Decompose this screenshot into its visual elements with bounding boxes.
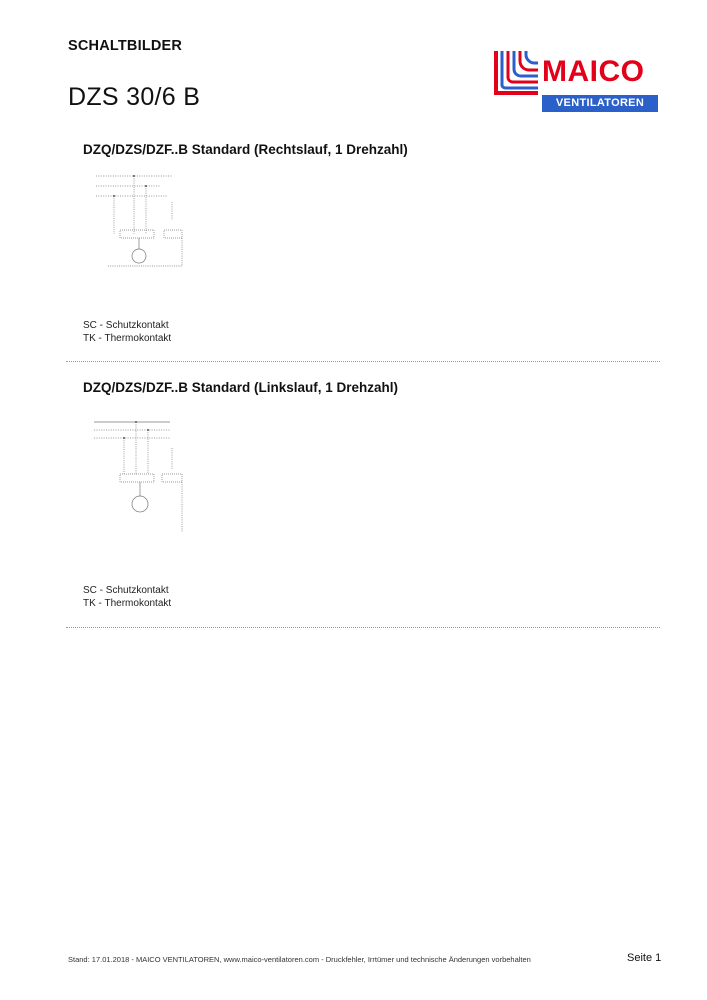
section-divider (66, 361, 660, 362)
page-number: Seite 1 (627, 952, 662, 964)
logo-subtitle: VENTILATOREN (542, 95, 658, 112)
section-divider (66, 627, 660, 628)
legend-linkslauf (83, 585, 171, 610)
document-heading: SCHALTBILDER (68, 38, 183, 54)
logo-wordmark: MAICO (542, 55, 645, 88)
wiring-diagram-linkslauf (90, 414, 190, 534)
legend-rechtslauf (83, 320, 171, 345)
legend-item-tk: TK - Thermokontakt (83, 332, 172, 344)
legend-item-sc: SC - Schutzkontakt (83, 585, 169, 596)
section-title-linkslauf: DZQ/DZS/DZF..B Standard (Linkslauf, 1 Drehzahl) (83, 380, 399, 395)
section-title-rechtslauf: DZQ/DZS/DZF..B Standard (Rechtslauf, 1 Drehzahl) (83, 142, 408, 157)
maico-logo-mark-icon (492, 47, 542, 97)
footer-text: Stand: 17.01.2018 - MAICO VENTILATOREN, www.maico-ventilatoren.com - Druckfehler, Irrtümer und technische Änderungen vorbehalten (68, 955, 531, 964)
legend-item-tk: TK - Thermokontakt (83, 597, 172, 609)
maico-logo (492, 47, 658, 112)
wiring-diagram-rechtslauf (90, 168, 190, 278)
product-title: DZS 30/6 B (68, 83, 201, 111)
legend-item-sc: SC - Schutzkontakt (83, 320, 169, 331)
